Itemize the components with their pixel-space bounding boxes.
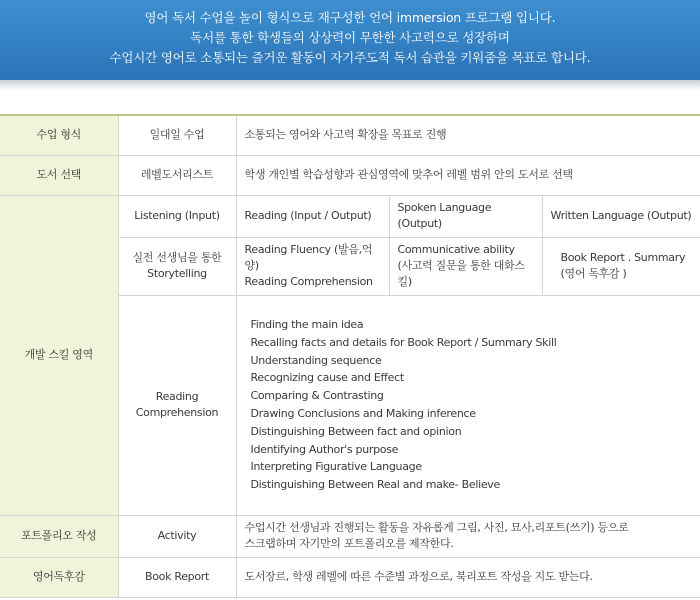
list-item: Understanding sequence	[250, 353, 382, 367]
intro-banner	[0, 0, 700, 80]
skill-line: (영어 독후감 )	[560, 267, 627, 280]
list-item: Comparing & Contrasting	[250, 389, 384, 403]
row-description: 학생 개인별 학습성향과 관심영역에 맞추어 레벨 범위 안의 도서로 선택	[236, 155, 700, 195]
table-row	[0, 155, 700, 195]
banner-line: 수업시간 영어로 소통되는 즐거운 활동이 자기주도적 독서 습관을 키워줌을 목표로 합니다.	[109, 50, 591, 65]
skill-line: Reading Fluency (발음,억양)	[244, 243, 373, 272]
row-category: 도서 선택	[0, 155, 118, 195]
subtitle-line: 실전 선생님을 통한	[132, 251, 222, 264]
program-table	[0, 114, 700, 598]
subtitle-line: Reading	[155, 390, 199, 403]
subtitle-line: Storytelling	[147, 267, 207, 280]
description-line: 스크랩하며 자기만의 포트폴리오를 제작한다.	[244, 537, 454, 550]
list-item: Distinguishing Between Real and make- Believe	[250, 478, 500, 492]
banner-shadow	[0, 80, 700, 90]
row-subtitle	[118, 295, 236, 515]
row-subtitle: Book Report	[118, 557, 236, 597]
list-item: Identifying Author's purpose	[250, 442, 399, 456]
list-item: Finding the main idea	[250, 318, 364, 332]
skill-cell	[389, 237, 542, 295]
skill-cell	[542, 237, 700, 295]
comprehension-skills-list	[236, 295, 700, 515]
row-category: 개발 스킬 영역	[0, 195, 118, 515]
row-subtitle: 일대일 수업	[118, 115, 236, 155]
list-item: Recognizing cause and Effect	[250, 371, 404, 385]
skill-line: Communicative ability	[397, 243, 515, 256]
skill-line: Reading Comprehension	[244, 275, 373, 288]
skill-line: Book Report . Summary	[560, 251, 686, 264]
row-subtitle: Activity	[118, 515, 236, 557]
table-row	[0, 115, 700, 155]
row-subtitle: Listening (Input)	[118, 195, 236, 237]
skill-line: (사고력 질문을 통한 대화스킬)	[397, 259, 525, 288]
list-item: Interpreting Figurative Language	[250, 460, 422, 474]
row-category: 영어독후감	[0, 557, 118, 597]
banner-line: 독서를 통한 학생들의 상상력이 무한한 사고력으로 성장하며	[190, 30, 510, 45]
skill-cell: Spoken Language (Output)	[389, 195, 542, 237]
description-line: 수업시간 선생님과 진행되는 활동을 자유롭게 그림, 사진, 묘사,리포트(쓰기) 등으로	[244, 521, 629, 534]
skill-cell	[236, 237, 389, 295]
row-subtitle: 레벨도서리스트	[118, 155, 236, 195]
row-category: 수업 형식	[0, 115, 118, 155]
subtitle-line: Comprehension	[135, 406, 219, 419]
row-description: 소통되는 영어와 사고력 확장을 목표로 진행	[236, 115, 700, 155]
banner-line: 영어 독서 수업을 놀이 형식으로 재구성한 언어 immersion 프로그램 입니다.	[144, 10, 556, 25]
row-subtitle	[118, 237, 236, 295]
table-row	[0, 515, 700, 557]
row-description: 도서장르, 학생 레벨에 따른 수준별 과정으로, 북리포트 작성을 지도 받는다.	[236, 557, 700, 597]
table-row	[0, 195, 700, 237]
list-item: Recalling facts and details for Book Report / Summary Skill	[250, 335, 557, 349]
list-item: Distinguishing Between fact and opinion	[250, 424, 462, 438]
table-row	[0, 557, 700, 597]
skill-cell: Written Language (Output)	[542, 195, 700, 237]
row-category: 포트폴리오 작성	[0, 515, 118, 557]
list-item: Drawing Conclusions and Making inference	[250, 407, 476, 420]
skill-cell: Reading (Input / Output)	[236, 195, 389, 237]
row-description	[236, 515, 700, 557]
